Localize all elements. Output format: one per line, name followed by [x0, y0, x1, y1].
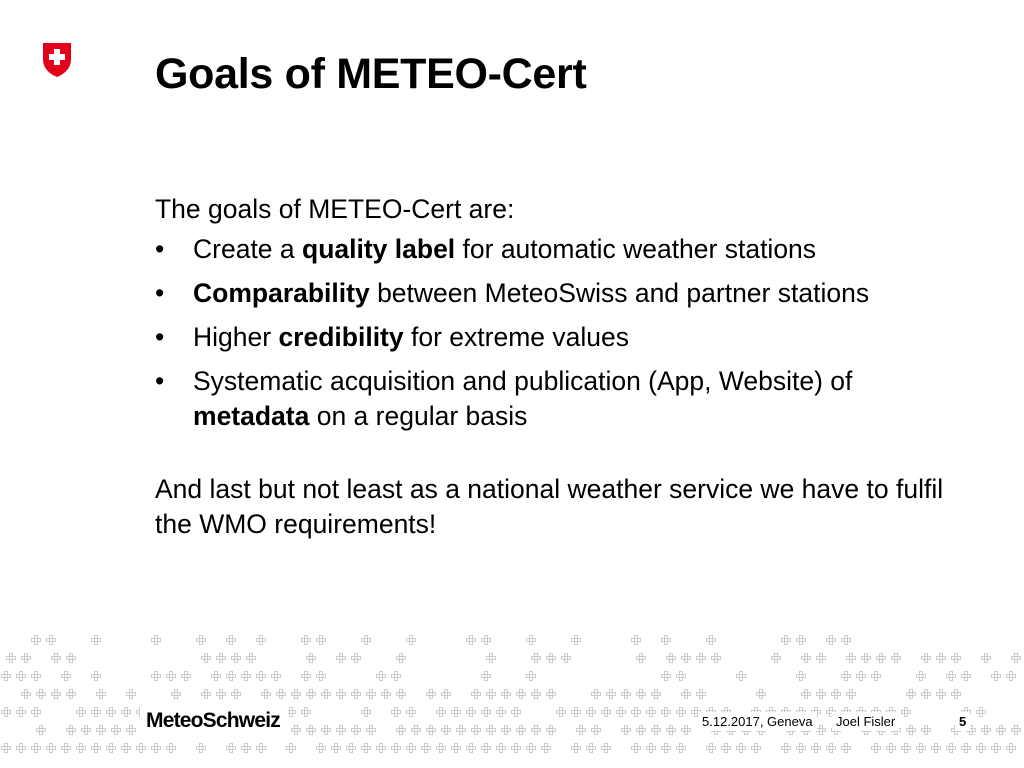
pattern-cross: [697, 690, 706, 699]
goals-list: [155, 232, 975, 434]
pattern-cross: [697, 654, 706, 663]
bullet-marker: •: [155, 322, 165, 352]
pattern-cross: [557, 708, 566, 717]
pattern-cross: [452, 744, 461, 753]
bullet-text-after: on a regular basis: [309, 401, 528, 431]
pattern-cross: [227, 636, 236, 645]
pattern-cross: [377, 672, 386, 681]
pattern-cross: [107, 744, 116, 753]
pattern-cross: [2, 708, 11, 717]
pattern-cross: [1007, 672, 1016, 681]
pattern-cross: [532, 690, 541, 699]
bullet-text-before: Create a: [193, 234, 303, 264]
pattern-cross: [202, 690, 211, 699]
pattern-cross: [682, 690, 691, 699]
pattern-cross: [647, 744, 656, 753]
pattern-cross: [667, 726, 676, 735]
pattern-cross: [602, 744, 611, 753]
pattern-cross: [547, 690, 556, 699]
pattern-cross: [617, 708, 626, 717]
pattern-cross: [397, 726, 406, 735]
pattern-cross: [482, 672, 491, 681]
pattern-cross: [397, 654, 406, 663]
pattern-cross: [922, 654, 931, 663]
pattern-cross: [37, 726, 46, 735]
pattern-cross: [997, 726, 1006, 735]
pattern-cross: [67, 654, 76, 663]
pattern-cross: [287, 744, 296, 753]
bullet-text-before: Systematic acquisition and publication (App, Website) of: [193, 366, 853, 396]
pattern-cross: [917, 672, 926, 681]
pattern-cross: [632, 636, 641, 645]
pattern-cross: [52, 690, 61, 699]
slide-body: [155, 192, 975, 542]
list-item: [155, 232, 975, 267]
pattern-cross: [92, 708, 101, 717]
pattern-cross: [362, 636, 371, 645]
pattern-cross: [737, 744, 746, 753]
pattern-cross: [592, 726, 601, 735]
pattern-cross: [322, 690, 331, 699]
pattern-cross: [47, 636, 56, 645]
pattern-cross: [242, 744, 251, 753]
pattern-cross: [367, 690, 376, 699]
pattern-cross: [427, 726, 436, 735]
pattern-cross: [172, 690, 181, 699]
pattern-cross: [227, 672, 236, 681]
swiss-cross-pattern: [0, 630, 1024, 768]
pattern-cross: [352, 690, 361, 699]
pattern-cross: [547, 654, 556, 663]
bullet-marker: •: [155, 366, 165, 396]
pattern-cross: [677, 708, 686, 717]
pattern-cross: [337, 690, 346, 699]
pattern-cross: [572, 636, 581, 645]
pattern-cross: [827, 744, 836, 753]
pattern-cross: [842, 636, 851, 645]
pattern-cross: [647, 708, 656, 717]
pattern-cross: [437, 708, 446, 717]
pattern-cross: [317, 636, 326, 645]
pattern-cross: [17, 744, 26, 753]
pattern-cross: [127, 726, 136, 735]
bullet-marker: •: [155, 278, 165, 308]
pattern-cross: [757, 690, 766, 699]
pattern-cross: [487, 654, 496, 663]
pattern-cross: [527, 744, 536, 753]
pattern-cross: [152, 672, 161, 681]
pattern-cross: [482, 636, 491, 645]
pattern-cross: [97, 690, 106, 699]
pattern-cross: [47, 744, 56, 753]
pattern-cross: [817, 690, 826, 699]
pattern-cross: [307, 726, 316, 735]
pattern-cross: [592, 690, 601, 699]
pattern-cross: [457, 726, 466, 735]
list-item: [155, 320, 975, 355]
pattern-cross: [782, 636, 791, 645]
pattern-cross: [902, 708, 911, 717]
pattern-cross: [872, 672, 881, 681]
footer-author: Joel Fisler: [832, 712, 899, 731]
pattern-cross: [377, 744, 386, 753]
pattern-cross: [22, 654, 31, 663]
pattern-cross: [362, 744, 371, 753]
pattern-cross: [547, 726, 556, 735]
pattern-cross: [847, 690, 856, 699]
pattern-cross: [92, 744, 101, 753]
pattern-cross: [77, 744, 86, 753]
closing-text: And last but not least as a national weather service we have to fulfil the WMO requirements!: [155, 474, 944, 539]
pattern-cross: [637, 654, 646, 663]
pattern-cross: [307, 690, 316, 699]
pattern-cross: [952, 690, 961, 699]
bullet-text-bold: Comparability: [193, 278, 370, 308]
pattern-cross: [637, 690, 646, 699]
pattern-cross: [622, 690, 631, 699]
pattern-cross: [482, 708, 491, 717]
pattern-cross: [467, 708, 476, 717]
pattern-cross: [782, 744, 791, 753]
pattern-cross: [277, 690, 286, 699]
pattern-cross: [97, 726, 106, 735]
pattern-cross: [602, 708, 611, 717]
pattern-cross: [827, 636, 836, 645]
pattern-cross: [247, 654, 256, 663]
pattern-cross: [922, 726, 931, 735]
pattern-cross: [887, 744, 896, 753]
pattern-cross: [947, 672, 956, 681]
pattern-cross: [487, 690, 496, 699]
pattern-cross: [842, 672, 851, 681]
pattern-cross: [352, 654, 361, 663]
pattern-cross: [167, 744, 176, 753]
bullet-text-bold: credibility: [278, 322, 404, 352]
pattern-cross: [917, 744, 926, 753]
intro-text: The goals of METEO-Cert are:: [155, 194, 515, 224]
pattern-cross: [1007, 744, 1016, 753]
pattern-cross: [797, 672, 806, 681]
pattern-cross: [667, 654, 676, 663]
pattern-cross: [62, 744, 71, 753]
pattern-cross: [992, 744, 1001, 753]
pattern-cross: [322, 726, 331, 735]
pattern-cross: [407, 636, 416, 645]
bullet-text-after: for extreme values: [403, 322, 629, 352]
pattern-cross: [137, 744, 146, 753]
pattern-cross: [842, 744, 851, 753]
pattern-cross: [467, 744, 476, 753]
pattern-cross: [632, 708, 641, 717]
swiss-cross-shield-icon: [42, 42, 72, 78]
pattern-cross: [442, 726, 451, 735]
pattern-cross: [367, 726, 376, 735]
pattern-cross: [62, 672, 71, 681]
pattern-cross: [587, 708, 596, 717]
pattern-cross: [812, 744, 821, 753]
pattern-cross: [772, 654, 781, 663]
pattern-cross: [802, 690, 811, 699]
pattern-cross: [382, 690, 391, 699]
meteoschweiz-logo: MeteoSchweiz: [140, 706, 288, 737]
pattern-cross: [662, 672, 671, 681]
bullet-text-bold: metadata: [193, 401, 310, 431]
pattern-cross: [497, 708, 506, 717]
pattern-cross: [167, 672, 176, 681]
pattern-cross: [152, 636, 161, 645]
pattern-cross: [857, 672, 866, 681]
pattern-cross: [407, 744, 416, 753]
pattern-cross: [397, 690, 406, 699]
pattern-cross: [652, 690, 661, 699]
pattern-cross: [937, 690, 946, 699]
pattern-cross: [352, 726, 361, 735]
pattern-cross: [937, 654, 946, 663]
pattern-cross: [92, 672, 101, 681]
list-item: [155, 364, 975, 434]
pattern-cross: [197, 636, 206, 645]
pattern-cross: [82, 726, 91, 735]
pattern-cross: [127, 690, 136, 699]
pattern-cross: [472, 690, 481, 699]
pattern-cross: [652, 726, 661, 735]
pattern-cross: [122, 744, 131, 753]
pattern-cross: [802, 654, 811, 663]
pattern-cross: [482, 744, 491, 753]
pattern-cross: [977, 708, 986, 717]
slide-title: Goals of METEO-Cert: [155, 50, 587, 98]
pattern-cross: [982, 726, 991, 735]
pattern-cross: [737, 672, 746, 681]
pattern-cross: [257, 636, 266, 645]
pattern-cross: [607, 690, 616, 699]
pattern-cross: [302, 636, 311, 645]
list-item: [155, 276, 975, 311]
pattern-cross: [817, 726, 826, 735]
bullet-text-before: Higher: [193, 322, 279, 352]
pattern-cross: [292, 690, 301, 699]
pattern-cross: [427, 690, 436, 699]
pattern-cross: [437, 744, 446, 753]
pattern-cross: [832, 690, 841, 699]
bullet-text-after: for automatic weather stations: [455, 234, 817, 264]
pattern-cross: [662, 636, 671, 645]
pattern-cross: [257, 744, 266, 753]
pattern-cross: [677, 672, 686, 681]
pattern-cross: [902, 744, 911, 753]
pattern-cross: [212, 672, 221, 681]
pattern-cross: [632, 744, 641, 753]
pattern-cross: [232, 690, 241, 699]
pattern-cross: [317, 672, 326, 681]
bullet-text-bold: quality label: [302, 234, 456, 264]
pattern-cross: [32, 744, 41, 753]
pattern-cross: [532, 654, 541, 663]
pattern-cross: [962, 672, 971, 681]
pattern-cross: [907, 726, 916, 735]
pattern-cross: [257, 672, 266, 681]
pattern-cross: [227, 744, 236, 753]
pattern-cross: [907, 690, 916, 699]
pattern-cross: [67, 726, 76, 735]
pattern-cross: [532, 726, 541, 735]
pattern-cross: [272, 672, 281, 681]
pattern-cross: [517, 690, 526, 699]
pattern-cross: [682, 654, 691, 663]
pattern-cross: [332, 744, 341, 753]
pattern-cross: [77, 708, 86, 717]
pattern-cross: [52, 654, 61, 663]
pattern-cross: [1012, 654, 1021, 663]
pattern-cross: [662, 744, 671, 753]
pattern-cross: [302, 672, 311, 681]
pattern-cross: [487, 726, 496, 735]
pattern-cross: [292, 726, 301, 735]
pattern-cross: [707, 744, 716, 753]
pattern-cross: [67, 690, 76, 699]
pattern-cross: [347, 744, 356, 753]
pattern-cross: [952, 654, 961, 663]
pattern-cross: [32, 636, 41, 645]
pattern-cross: [922, 690, 931, 699]
pattern-cross: [862, 654, 871, 663]
pattern-cross: [572, 708, 581, 717]
pattern-cross: [752, 744, 761, 753]
pattern-cross: [677, 744, 686, 753]
pattern-cross: [242, 672, 251, 681]
pattern-cross: [512, 744, 521, 753]
pattern-cross: [977, 744, 986, 753]
pattern-cross: [302, 708, 311, 717]
pattern-cross: [182, 672, 191, 681]
pattern-cross: [107, 708, 116, 717]
pattern-cross: [497, 744, 506, 753]
pattern-cross: [112, 726, 121, 735]
bullet-marker: •: [155, 234, 165, 264]
pattern-cross: [122, 708, 131, 717]
pattern-cross: [707, 636, 716, 645]
pattern-cross: [502, 690, 511, 699]
pattern-cross: [362, 708, 371, 717]
pattern-cross: [572, 744, 581, 753]
pattern-cross: [622, 726, 631, 735]
page-number: 5: [955, 712, 970, 731]
pattern-cross: [847, 654, 856, 663]
pattern-cross: [307, 654, 316, 663]
pattern-cross: [337, 654, 346, 663]
pattern-cross: [502, 726, 511, 735]
pattern-cross: [7, 654, 16, 663]
pattern-cross: [577, 726, 586, 735]
pattern-cross: [17, 672, 26, 681]
pattern-cross: [992, 672, 1001, 681]
bullet-text-after: between MeteoSwiss and partner stations: [369, 278, 870, 308]
pattern-cross: [22, 690, 31, 699]
pattern-cross: [467, 636, 476, 645]
pattern-cross: [152, 744, 161, 753]
pattern-cross: [262, 690, 271, 699]
pattern-cross: [932, 744, 941, 753]
pattern-cross: [797, 744, 806, 753]
pattern-cross: [37, 690, 46, 699]
pattern-cross: [947, 744, 956, 753]
pattern-cross: [317, 744, 326, 753]
pattern-cross: [722, 744, 731, 753]
pattern-cross: [392, 708, 401, 717]
pattern-cross: [872, 744, 881, 753]
pattern-cross: [92, 636, 101, 645]
pattern-cross: [32, 672, 41, 681]
pattern-cross: [422, 744, 431, 753]
pattern-cross: [562, 654, 571, 663]
pattern-cross: [392, 744, 401, 753]
pattern-cross: [32, 708, 41, 717]
pattern-cross: [982, 654, 991, 663]
pattern-cross: [407, 708, 416, 717]
pattern-cross: [527, 672, 536, 681]
pattern-cross: [337, 726, 346, 735]
pattern-cross: [17, 708, 26, 717]
pattern-cross: [472, 726, 481, 735]
pattern-cross: [197, 744, 206, 753]
pattern-cross: [892, 654, 901, 663]
pattern-cross: [637, 726, 646, 735]
pattern-cross: [2, 744, 11, 753]
pattern-cross: [542, 744, 551, 753]
pattern-cross: [712, 654, 721, 663]
footer-date-place: 5.12.2017, Geneva: [698, 712, 817, 731]
pattern-cross: [512, 708, 521, 717]
pattern-cross: [2, 672, 11, 681]
pattern-cross: [452, 708, 461, 717]
pattern-cross: [412, 726, 421, 735]
pattern-cross: [797, 636, 806, 645]
pattern-cross: [817, 654, 826, 663]
pattern-cross: [587, 744, 596, 753]
pattern-cross: [682, 726, 691, 735]
pattern-cross: [442, 690, 451, 699]
pattern-cross: [1012, 726, 1021, 735]
pattern-cross: [962, 744, 971, 753]
pattern-cross: [877, 654, 886, 663]
pattern-cross: [217, 690, 226, 699]
pattern-cross: [662, 708, 671, 717]
pattern-cross: [232, 654, 241, 663]
pattern-cross: [517, 726, 526, 735]
pattern-cross: [202, 654, 211, 663]
pattern-cross: [217, 654, 226, 663]
pattern-cross: [392, 672, 401, 681]
pattern-cross: [527, 636, 536, 645]
